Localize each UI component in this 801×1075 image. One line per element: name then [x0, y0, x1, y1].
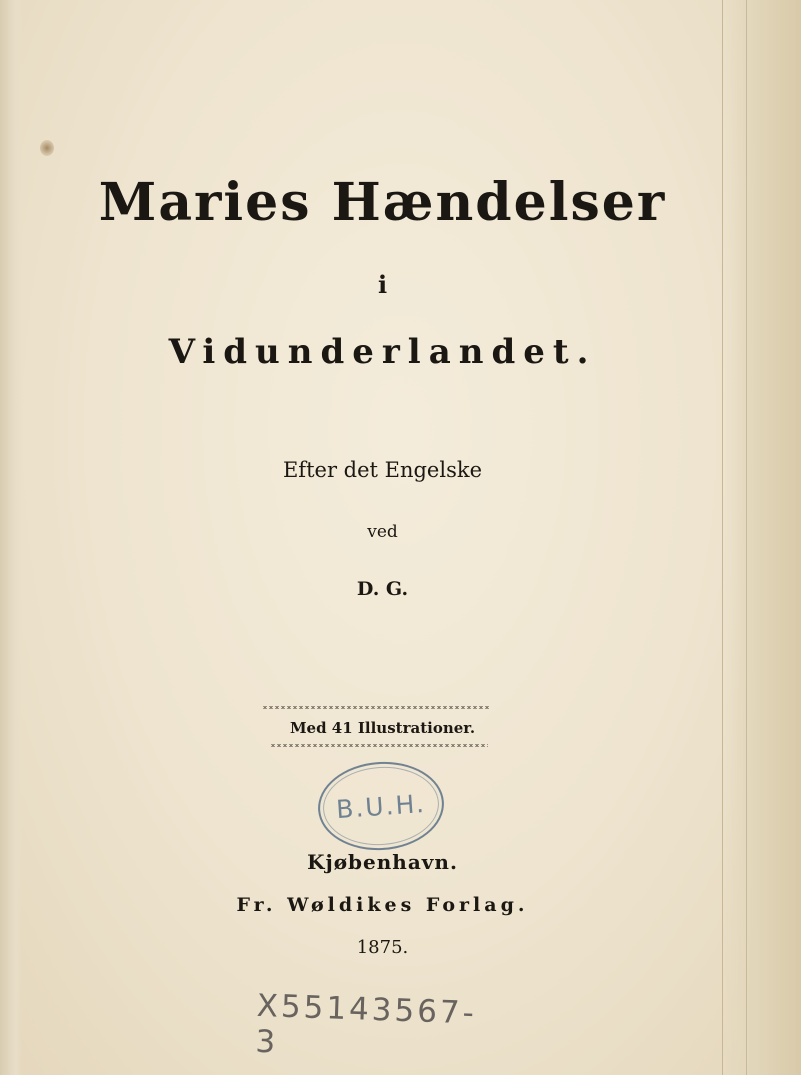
- ornamental-rule-top: [262, 706, 490, 709]
- title-connector: i: [377, 270, 388, 299]
- illustrations-note: Med 41 Illustrationer.: [289, 719, 476, 737]
- by-line: ved: [367, 522, 398, 542]
- imprint-publisher: Fr. Wøldikes Forlag.: [236, 894, 529, 916]
- library-stamp-text: B.U.H.: [335, 788, 427, 824]
- book-subtitle: Vidunderlandet.: [168, 332, 597, 372]
- ornamental-rule-bottom: [270, 744, 488, 747]
- translation-note: Efter det Engelske: [282, 458, 483, 482]
- imprint-year: 1875.: [356, 937, 409, 958]
- library-stamp: [315, 758, 447, 855]
- book-title: Maries Hændelser: [98, 172, 667, 233]
- translator-initials: D. G.: [356, 578, 409, 600]
- handwritten-shelfmark: X55143567-3: [254, 987, 478, 1061]
- foxing-spot: [40, 140, 54, 156]
- imprint-city: Kjøbenhavn.: [307, 850, 458, 874]
